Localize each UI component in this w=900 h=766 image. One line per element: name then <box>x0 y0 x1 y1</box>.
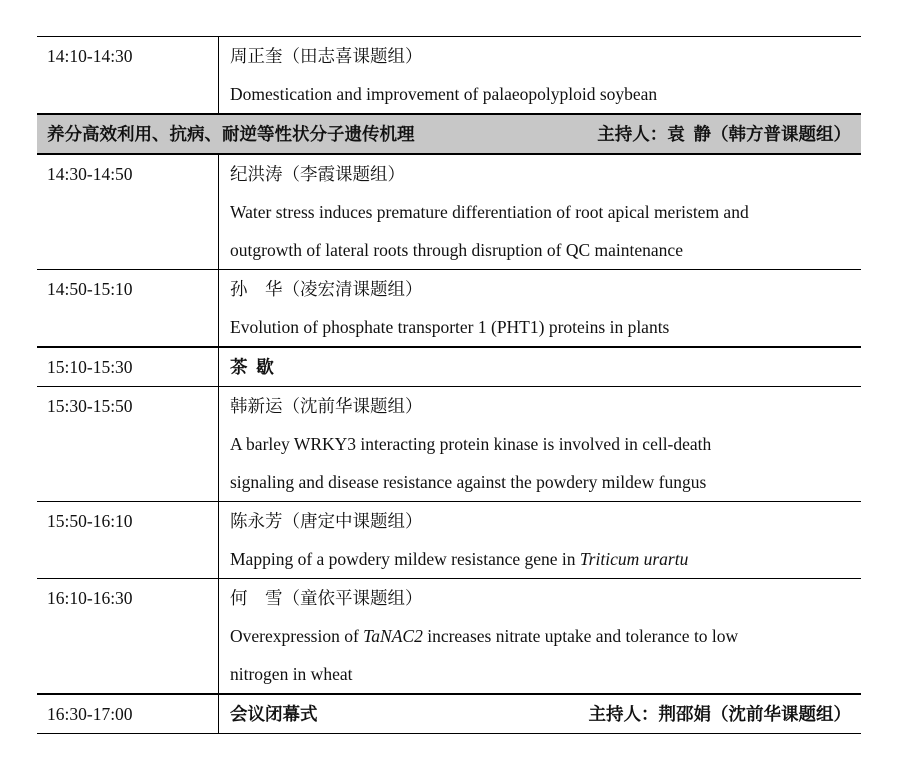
closing-cell <box>219 694 862 734</box>
time-cell <box>37 502 219 579</box>
table-row <box>37 154 861 270</box>
time-cell <box>37 694 219 734</box>
time-slot: 15:10-15:30 <box>47 357 133 377</box>
speaker-name: 孙 华（凌宏清课题组） <box>230 279 423 299</box>
section-host: 主持人：袁 静（韩方普课题组） <box>597 124 851 144</box>
talk-title-prefix: Overexpression of <box>230 626 364 646</box>
table-row <box>37 387 861 502</box>
talk-cell <box>219 502 862 579</box>
species-name: Triticum urartu <box>579 549 689 569</box>
talk-title-line2: outgrowth of lateral roots through disruption of QC maintenance <box>230 240 683 260</box>
talk-cell <box>219 387 862 502</box>
time-cell <box>37 154 219 270</box>
section-title: 养分高效利用、抗病、耐逆等性状分子遗传机理 <box>47 124 415 144</box>
talk-title-line1 <box>230 617 855 655</box>
time-slot: 16:30-17:00 <box>47 704 133 724</box>
talk-cell <box>219 154 862 270</box>
talk-cell <box>219 270 862 348</box>
time-cell <box>37 270 219 348</box>
gene-name: TaNAC2 <box>363 626 423 646</box>
section-header <box>37 114 861 154</box>
speaker-name: 何 雪（童依平课题组） <box>230 588 423 608</box>
table-row <box>37 270 861 348</box>
talk-title: Domestication and improvement of palaeopolyploid soybean <box>230 84 658 104</box>
time-slot: 16:10-16:30 <box>47 588 133 608</box>
schedule-table <box>37 36 861 734</box>
time-cell <box>37 347 219 387</box>
table-row <box>37 579 861 695</box>
tea-break-label: 茶 歇 <box>230 357 274 377</box>
time-slot: 14:30-14:50 <box>47 164 133 184</box>
talk-title: Evolution of phosphate transporter 1 (PHT1) proteins in plants <box>230 317 670 337</box>
time-cell <box>37 37 219 115</box>
talk-title-suffix: increases nitrate uptake and tolerance to low <box>422 626 739 646</box>
time-cell <box>37 579 219 695</box>
talk-title-line1: A barley WRKY3 interacting protein kinase is involved in cell-death <box>230 434 712 454</box>
break-cell <box>219 347 862 387</box>
time-slot: 15:30-15:50 <box>47 396 133 416</box>
time-slot: 14:10-14:30 <box>47 46 133 66</box>
closing-row <box>37 694 861 734</box>
section-header-row <box>37 114 861 154</box>
talk-title-prefix: Mapping of a powdery mildew resistance gene in <box>230 549 580 569</box>
closing-ceremony-label: 会议闭幕式 <box>230 704 318 724</box>
talk-title-line2: signaling and disease resistance against the powdery mildew fungus <box>230 472 707 492</box>
closing-host: 主持人：荆邵娟（沈前华课题组） <box>588 704 851 724</box>
speaker-name: 纪洪涛（李霞课题组） <box>230 164 405 184</box>
speaker-name: 周正奎（田志喜课题组） <box>230 46 423 66</box>
time-slot: 15:50-16:10 <box>47 511 133 531</box>
time-cell <box>37 387 219 502</box>
time-slot: 14:50-15:10 <box>47 279 133 299</box>
speaker-name: 韩新运（沈前华课题组） <box>230 396 423 416</box>
break-row <box>37 347 861 387</box>
table-row <box>37 37 861 115</box>
talk-title-line1: Water stress induces premature differentiation of root apical meristem and <box>230 202 749 222</box>
table-row <box>37 502 861 579</box>
talk-title <box>230 540 855 578</box>
talk-cell <box>219 579 862 695</box>
talk-cell <box>219 37 862 115</box>
speaker-name: 陈永芳（唐定中课题组） <box>230 511 423 531</box>
talk-title-line2: nitrogen in wheat <box>230 664 353 684</box>
